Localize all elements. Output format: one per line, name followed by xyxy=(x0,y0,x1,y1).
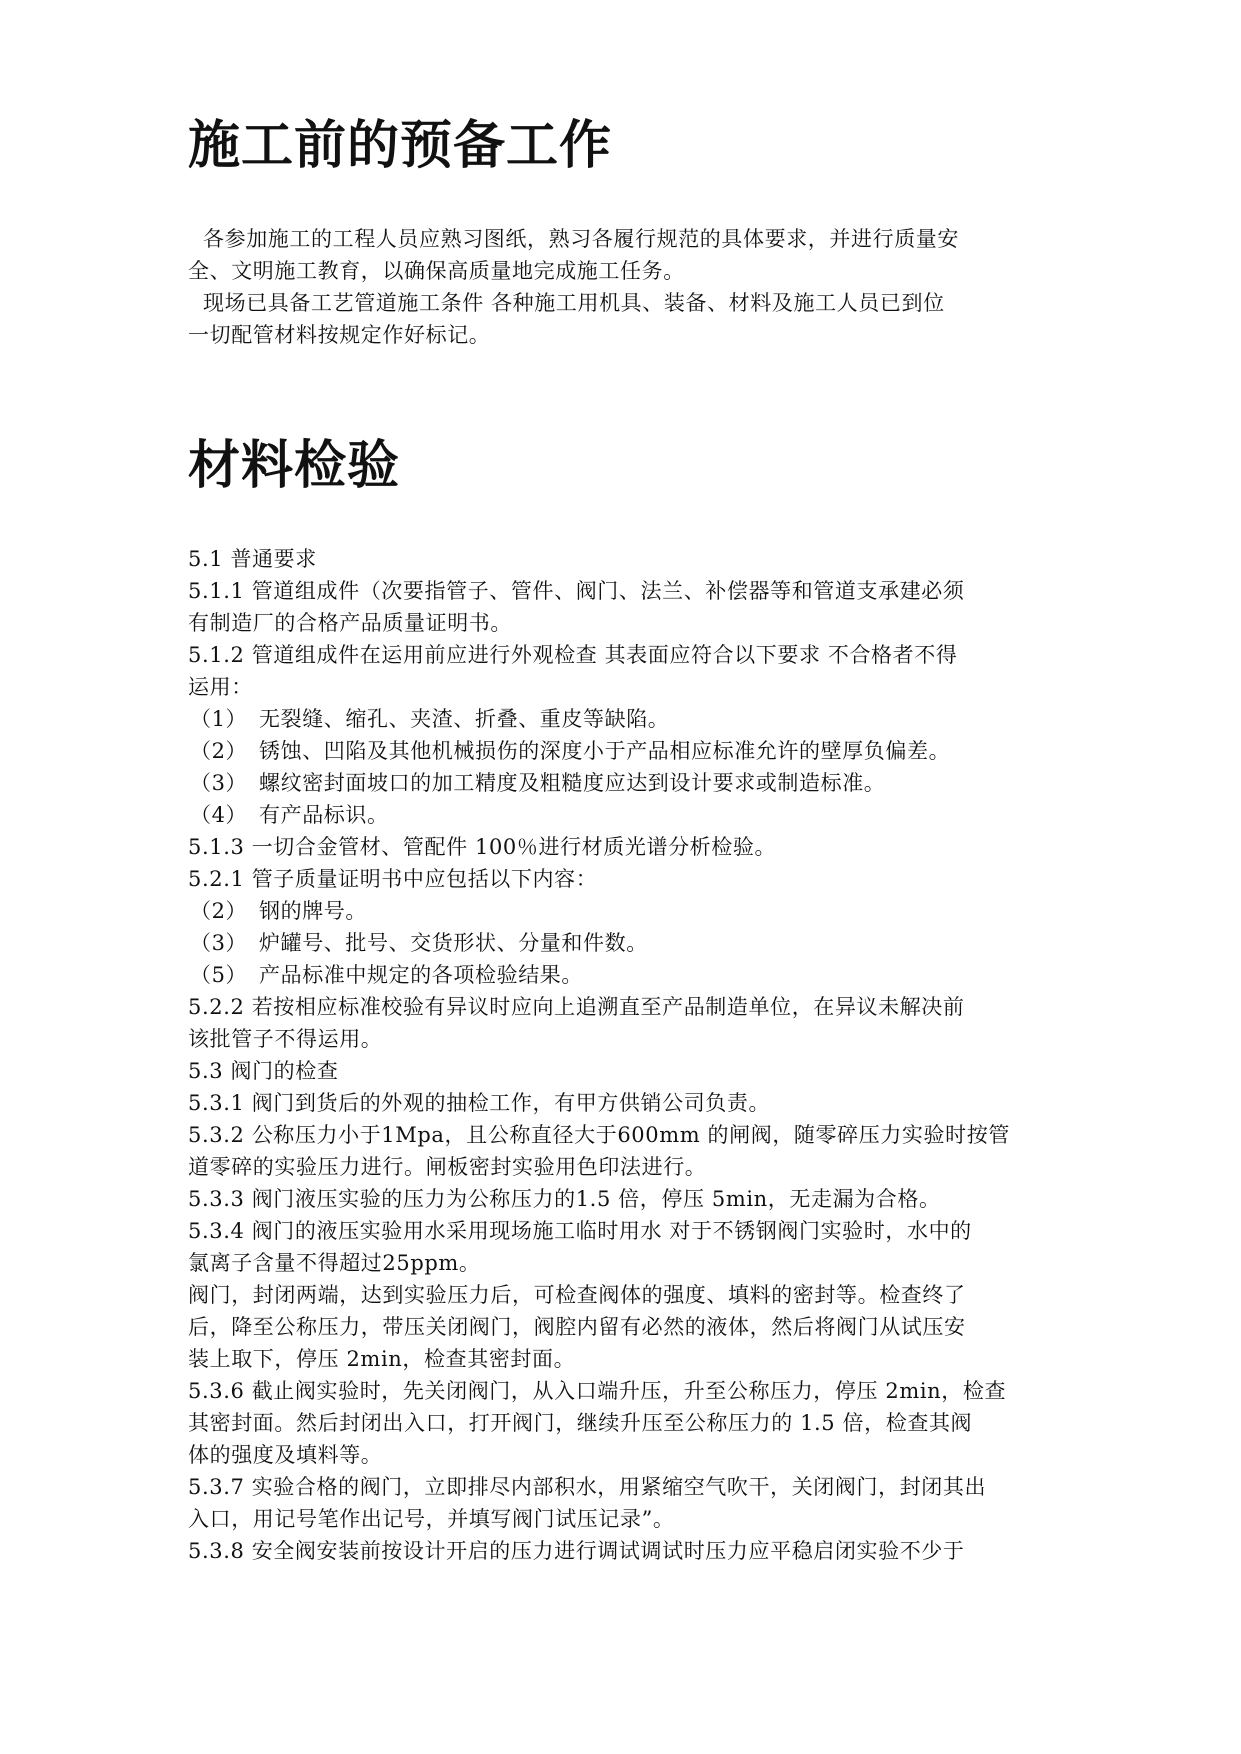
paragraph-line: 后，降至公称压力，带压关闭阀门，阀腔内留有必然的液体，然后将阀门从试压安 xyxy=(188,1315,966,1339)
paragraph-line: 阀门，封闭两端，达到实验压力后，可检查阀体的强度、填料的密封等。检查终了 xyxy=(188,1283,966,1307)
list-item xyxy=(190,735,950,767)
paragraph-line: 氯离子含量不得超过25ppm。 xyxy=(188,1251,481,1275)
paragraph-line: 5.3.2 公称压力小于1Mpa，且公称直径大于600mm 的闸阀，随零碎压力实验时按管 xyxy=(188,1123,1010,1147)
list-item xyxy=(190,767,885,799)
paragraph-line: 一切配管材料按规定作好标记。 xyxy=(188,323,491,347)
list-item-text: 锈蚀、凹陷及其他机械损伤的深度小于产品相应标准允许的壁厚负偏差。 xyxy=(259,739,951,763)
paragraph-line: 5.3.1 阀门到货后的外观的抽检工作，有甲方供销公司负责。 xyxy=(188,1091,771,1115)
paragraph-line: 5.3 阀门的检查 xyxy=(188,1059,339,1083)
paragraph-line: 全、文明施工教育，以确保高质量地完成施工任务。 xyxy=(188,259,685,283)
paragraph-line: 道零碎的实验压力进行。闸板密封实验用色印法进行。 xyxy=(188,1155,707,1179)
list-item-text: 螺纹密封面坡口的加工精度及粗糙度应达到设计要求或制造标准。 xyxy=(259,771,886,795)
list-item-number: （2） xyxy=(190,899,248,923)
list-item-number: （3） xyxy=(190,931,248,955)
list-item xyxy=(190,799,389,831)
paragraph-line: 5.3.7 实验合格的阀门，立即排尽内部积水，用紧缩空气吹干，关闭阀门，封闭其出 xyxy=(188,1475,987,1499)
list-item-text: 有产品标识。 xyxy=(259,803,389,827)
list-item xyxy=(190,959,583,991)
paragraph-line: 装上取下，停压 2min，检查其密封面。 xyxy=(188,1347,576,1371)
paragraph-line: 5.1.2 管道组成件在运用前应进行外观检查 其表面应符合以下要求 不合格者不得 xyxy=(188,643,958,667)
paragraph-line: 入口，用记号笔作出记号，并填写阀门试压记录”。 xyxy=(188,1507,675,1531)
list-item xyxy=(190,927,648,959)
paragraph-line: 该批管子不得运用。 xyxy=(188,1027,383,1051)
paragraph-line: 5.3.6 截止阀实验时，先关闭阀门，从入口端升压，升至公称压力，停压 2min，检查 xyxy=(188,1379,1007,1403)
paragraph-line: 5.3.4 阀门的液压实验用水采用现场施工临时用水 对于不锈钢阀门实验时，水中的 xyxy=(188,1219,972,1243)
list-item-text: 钢的牌号。 xyxy=(259,899,367,923)
paragraph-line: 5.1 普通要求 xyxy=(188,547,317,571)
paragraph-line: 体的强度及填料等。 xyxy=(188,1443,383,1467)
paragraph-line: 5.1.1 管道组成件（次要指管子、管件、阀门、法兰、补偿器等和管道支承建必须 xyxy=(188,579,965,603)
list-item-number: （1） xyxy=(190,707,248,731)
list-item-text: 炉罐号、批号、交货形状、分量和件数。 xyxy=(259,931,648,955)
paragraph-line: 5.2.2 若按相应标准校验有异议时应向上追溯直至产品制造单位，在异议未解决前 xyxy=(188,995,965,1019)
paragraph-line: 各参加施工的工程人员应熟习图纸，熟习各履行规范的具体要求，并进行质量安 xyxy=(203,227,959,251)
paragraph-line: 运用： xyxy=(188,675,253,699)
list-item xyxy=(190,703,669,735)
paragraph-line: 其密封面。然后封闭出入口，打开阀门，继续升压至公称压力的 1.5 倍，检查其阀 xyxy=(188,1411,973,1435)
section-title-material-inspection: 材料检验 xyxy=(188,436,401,496)
paragraph-line: 有制造厂的合格产品质量证明书。 xyxy=(188,611,512,635)
paragraph-line: 5.2.1 管子质量证明书中应包括以下内容： xyxy=(188,867,598,891)
list-item-text: 无裂缝、缩孔、夹渣、折叠、重皮等缺陷。 xyxy=(259,707,670,731)
list-item-number: （5） xyxy=(190,963,248,987)
paragraph-line: 现场已具备工艺管道施工条件 各种施工用机具、装备、材料及施工人员已到位 xyxy=(203,291,945,315)
list-item-text: 产品标准中规定的各项检验结果。 xyxy=(259,963,583,987)
list-item-number: （4） xyxy=(190,803,248,827)
paragraph-line: 5.3.3 阀门液压实验的压力为公称压力的1.5 倍，停压 5min，无走漏为合格。 xyxy=(188,1187,941,1211)
paragraph-line: 5.3.8 安全阀安装前按设计开启的压力进行调试调试时压力应平稳启闭实验不少于 xyxy=(188,1539,965,1563)
paragraph-line: 5.1.3 一切合金管材、管配件 100％进行材质光谱分析检验。 xyxy=(188,835,777,859)
list-item-number: （2） xyxy=(190,739,248,763)
list-item xyxy=(190,895,367,927)
list-item-number: （3） xyxy=(190,771,248,795)
section-title-preparation: 施工前的预备工作 xyxy=(188,116,613,176)
